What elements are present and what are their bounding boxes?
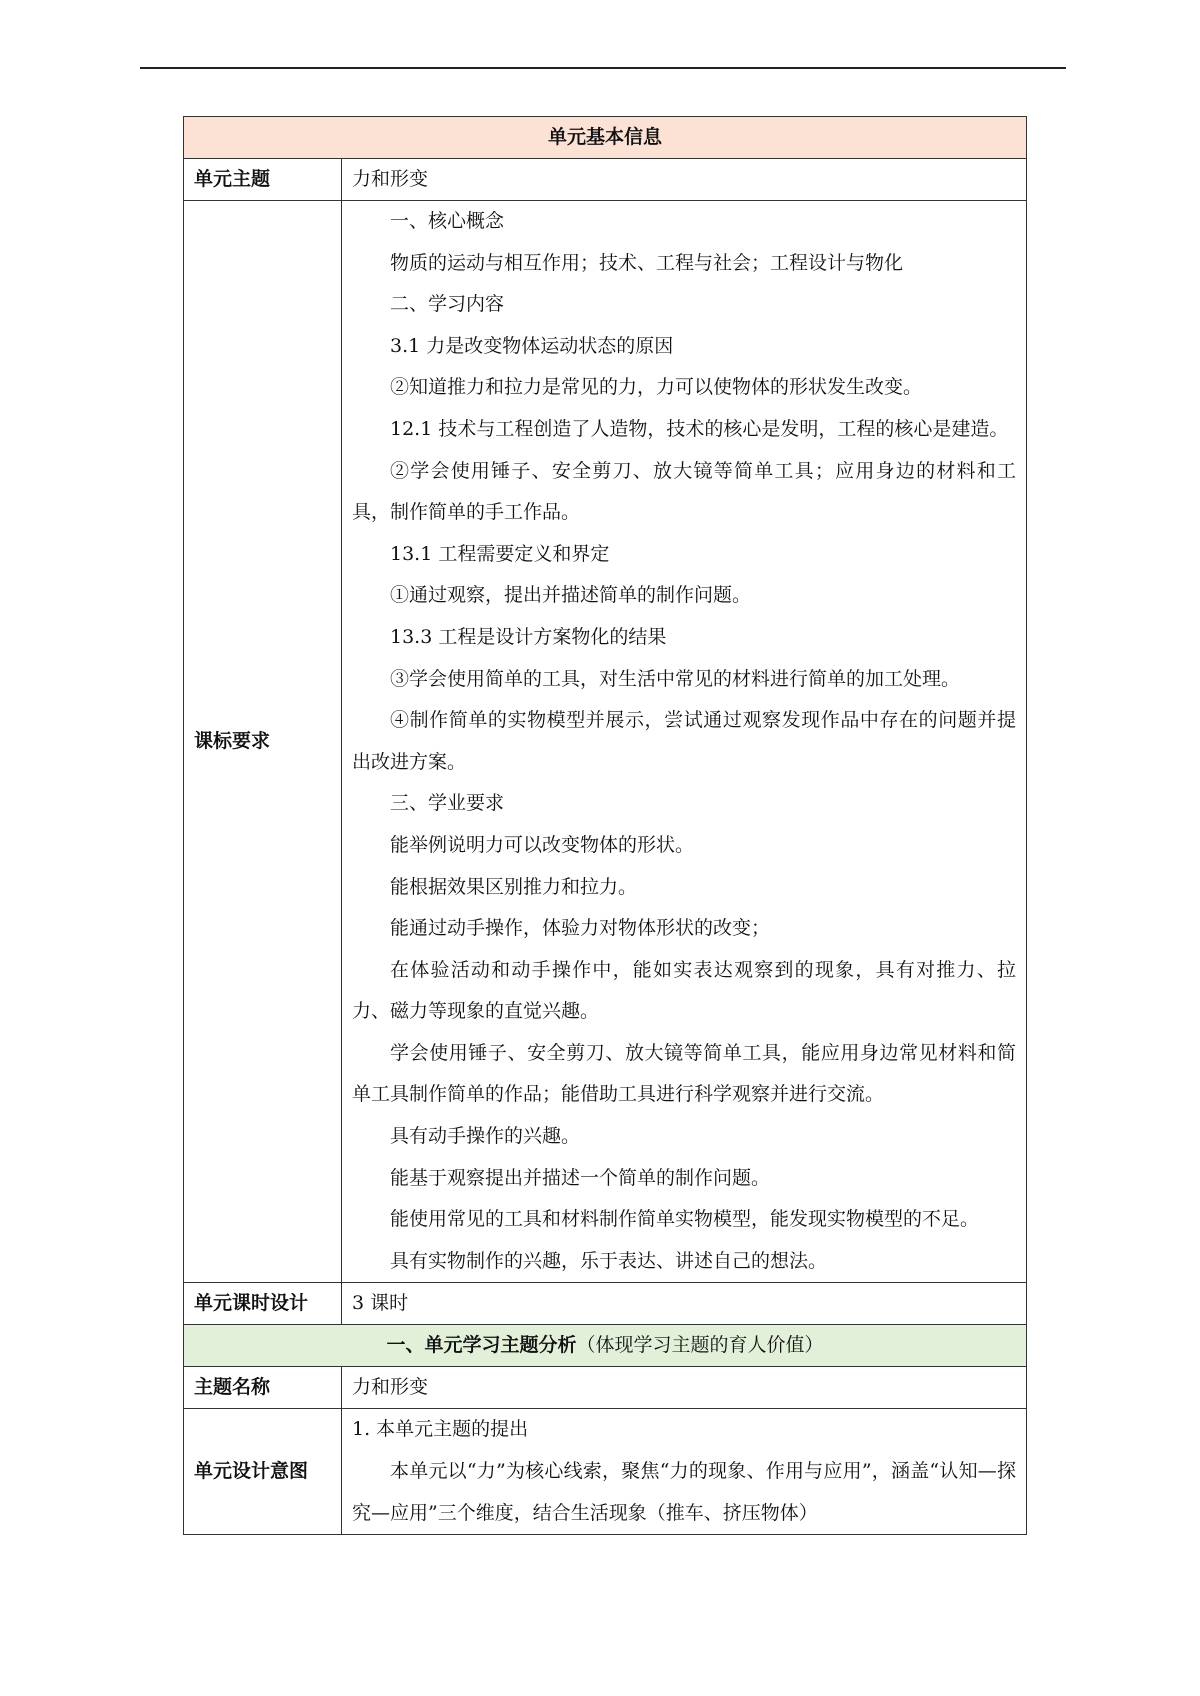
standards-content: [342, 201, 1027, 1283]
topic-name-label: 主题名称: [184, 1367, 342, 1409]
unit-hours-value: 3 课时: [342, 1283, 1027, 1325]
unit-info-table: [183, 116, 1027, 1535]
analysis-header-note: （体现学习主题的育人价值）: [576, 1334, 824, 1357]
section-header-basic-info: 单元基本信息: [184, 117, 1027, 159]
standards-paragraph: ③学会使用简单的工具，对生活中常见的材料进行简单的加工处理。: [390, 667, 961, 690]
standards-paragraph: 一、核心概念: [390, 210, 505, 232]
standards-paragraph: 能根据效果区别推力和拉力。: [390, 875, 638, 898]
table-row: [184, 1283, 1027, 1325]
standards-paragraph: 能使用常见的工具和材料制作简单实物模型，能发现实物模型的不足。: [390, 1208, 980, 1231]
unit-hours-label: 单元课时设计: [184, 1283, 342, 1325]
design-intent-content: [342, 1409, 1027, 1535]
standards-paragraph: ④制作简单的实物模型并展示，尝试通过观察发现作品中存在的问题并提出改进方案。: [352, 709, 1017, 773]
table-row: [184, 159, 1027, 201]
standards-paragraph: 能通过动手操作，体验力对物体形状的改变；: [390, 917, 771, 940]
standards-paragraph: ②知道推力和拉力是常见的力，力可以使物体的形状发生改变。: [390, 376, 923, 399]
standards-paragraph: 三、学业要求: [390, 792, 505, 815]
analysis-header-title: 一、单元学习主题分析: [386, 1334, 577, 1357]
standards-paragraph: 3.1 力是改变物体运动状态的原因: [390, 334, 674, 357]
standards-paragraph: ②学会使用锤子、安全剪刀、放大镜等简单工具；应用身边的材料和工具，制作简单的手工作品。: [352, 459, 1017, 524]
standards-paragraph: 13.1 工程需要定义和界定: [390, 542, 610, 565]
section-header-analysis: [184, 1325, 1027, 1367]
standards-paragraph: 能基于观察提出并描述一个简单的制作问题。: [390, 1166, 771, 1189]
design-intent-paragraph: 本单元以“力”为核心线索，聚焦“力的现象、作用与应用”，涵盖“认知—探究—应用”三个维度，结合生活现象（推车、挤压物体）: [352, 1460, 1017, 1524]
table-row: [184, 1325, 1027, 1367]
standards-paragraph: 具有实物制作的兴趣，乐于表达、讲述自己的想法。: [390, 1249, 828, 1272]
standards-paragraph: 12.1 技术与工程创造了人造物，技术的核心是发明，工程的核心是建造。: [390, 417, 1009, 440]
standards-paragraph: 物质的运动与相互作用；技术、工程与社会；工程设计与物化: [390, 251, 904, 274]
standards-paragraph: 能举例说明力可以改变物体的形状。: [390, 833, 695, 856]
table-row: [184, 1409, 1027, 1535]
table-row: [184, 117, 1027, 159]
unit-theme-value: 力和形变: [342, 159, 1027, 201]
design-intent-heading: 1. 本单元主题的提出: [352, 1418, 529, 1441]
standards-label: 课标要求: [184, 201, 342, 1283]
standards-paragraph: 具有动手操作的兴趣。: [390, 1125, 581, 1148]
table-row: [184, 201, 1027, 1283]
header-rule: [140, 67, 1066, 69]
unit-theme-label: 单元主题: [184, 159, 342, 201]
standards-paragraph: 学会使用锤子、安全剪刀、放大镜等简单工具，能应用身边常见材料和简单工具制作简单的作品；能借助工具进行科学观察并进行交流。: [352, 1041, 1017, 1106]
table-row: [184, 1367, 1027, 1409]
standards-paragraph: 二、学习内容: [390, 293, 505, 316]
standards-paragraph: ①通过观察，提出并描述简单的制作问题。: [390, 584, 752, 607]
design-intent-label: 单元设计意图: [184, 1409, 342, 1535]
standards-paragraph: 在体验活动和动手操作中，能如实表达观察到的现象，具有对推力、拉力、磁力等现象的直觉兴趣。: [352, 958, 1017, 1023]
topic-name-value: 力和形变: [342, 1367, 1027, 1409]
standards-paragraph: 13.3 工程是设计方案物化的结果: [390, 625, 667, 648]
